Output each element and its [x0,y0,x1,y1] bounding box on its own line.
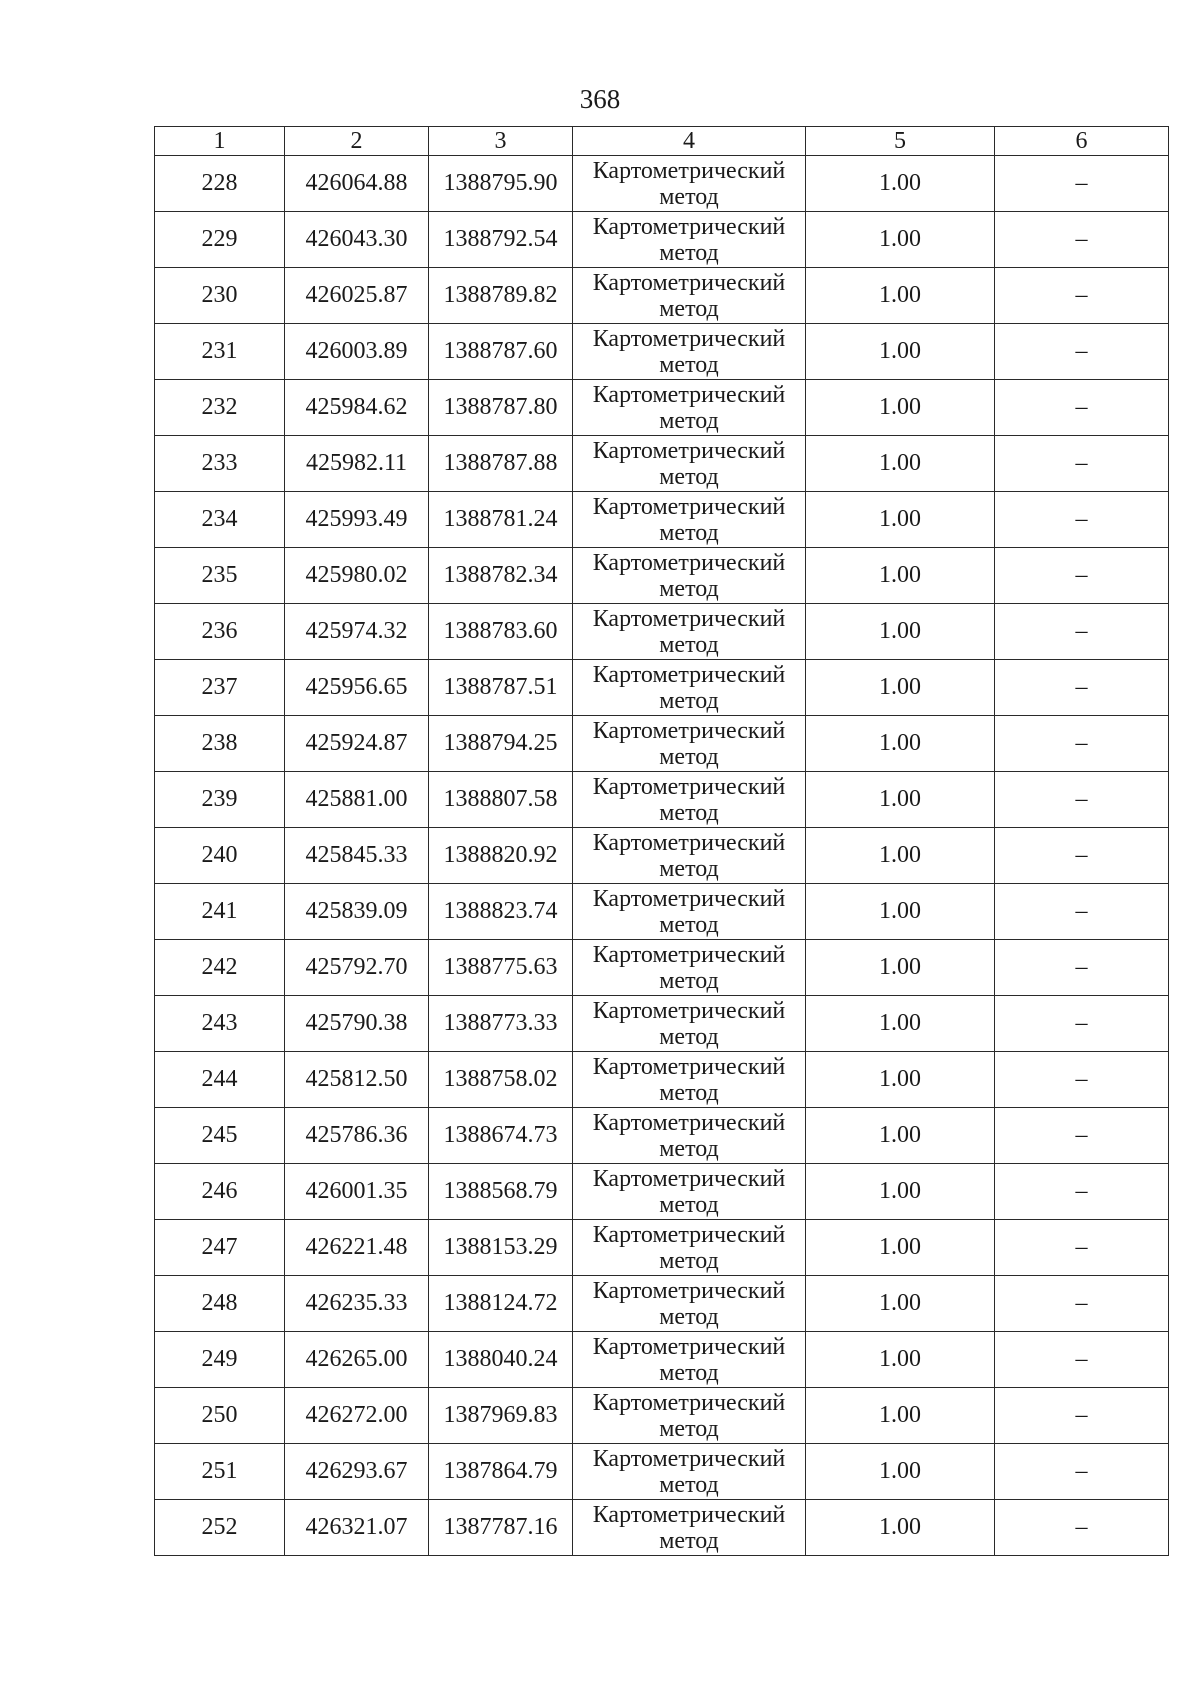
table-row [155,1332,1169,1388]
y-coordinate-cell: 1388773.33 [429,996,573,1052]
method-cell [573,380,806,436]
table-row [155,212,1169,268]
note-cell: – [995,1220,1169,1276]
method-line-1: Картометрический [592,941,786,968]
point-number-cell: 249 [155,1332,285,1388]
note-cell: – [995,1276,1169,1332]
x-coordinate-cell: 425812.50 [285,1052,429,1108]
method-cell [573,492,806,548]
point-number-cell: 241 [155,884,285,940]
point-number-cell: 230 [155,268,285,324]
x-coordinate-cell: 426235.33 [285,1276,429,1332]
note-cell: – [995,1444,1169,1500]
method-line-2: метод [659,631,719,658]
accuracy-cell: 1.00 [806,492,995,548]
method-cell [573,772,806,828]
method-cell [573,1052,806,1108]
y-coordinate-cell: 1387969.83 [429,1388,573,1444]
accuracy-cell: 1.00 [806,1332,995,1388]
method-line-1: Картометрический [592,1445,786,1472]
method-line-1: Картометрический [592,773,786,800]
accuracy-cell: 1.00 [806,156,995,212]
y-coordinate-cell: 1388787.80 [429,380,573,436]
note-cell: – [995,828,1169,884]
accuracy-cell: 1.00 [806,940,995,996]
point-number-cell: 228 [155,156,285,212]
x-coordinate-cell: 425845.33 [285,828,429,884]
y-coordinate-cell: 1388787.51 [429,660,573,716]
method-line-1: Картометрический [592,1109,786,1136]
accuracy-cell: 1.00 [806,996,995,1052]
x-coordinate-cell: 426321.07 [285,1500,429,1556]
method-cell [573,212,806,268]
y-coordinate-cell: 1387864.79 [429,1444,573,1500]
table-row [155,1108,1169,1164]
method-line-2: метод [659,1303,719,1330]
method-line-1: Картометрический [592,325,786,352]
method-line-2: метод [659,1023,719,1050]
method-line-2: метод [659,799,719,826]
y-coordinate-cell: 1388568.79 [429,1164,573,1220]
x-coordinate-cell: 425974.32 [285,604,429,660]
method-line-1: Картометрический [592,493,786,520]
method-line-2: метод [659,911,719,938]
point-number-cell: 231 [155,324,285,380]
note-cell: – [995,940,1169,996]
point-number-cell: 250 [155,1388,285,1444]
note-cell: – [995,1332,1169,1388]
point-number-cell: 235 [155,548,285,604]
column-header-4: 4 [573,127,806,156]
x-coordinate-cell: 426001.35 [285,1164,429,1220]
method-cell [573,1500,806,1556]
x-coordinate-cell: 426064.88 [285,156,429,212]
y-coordinate-cell: 1388674.73 [429,1108,573,1164]
method-line-1: Картометрический [592,1389,786,1416]
accuracy-cell: 1.00 [806,828,995,884]
method-line-1: Картометрический [592,1277,786,1304]
accuracy-cell: 1.00 [806,324,995,380]
point-number-cell: 244 [155,1052,285,1108]
point-number-cell: 251 [155,1444,285,1500]
table-row [155,828,1169,884]
table-row [155,380,1169,436]
method-line-2: метод [659,1527,719,1554]
y-coordinate-cell: 1387787.16 [429,1500,573,1556]
accuracy-cell: 1.00 [806,1444,995,1500]
column-header-3: 3 [429,127,573,156]
method-line-2: метод [659,183,719,210]
method-line-2: метод [659,519,719,546]
method-line-1: Картометрический [592,157,786,184]
y-coordinate-cell: 1388820.92 [429,828,573,884]
accuracy-cell: 1.00 [806,884,995,940]
note-cell: – [995,1108,1169,1164]
y-coordinate-cell: 1388787.60 [429,324,573,380]
note-cell: – [995,716,1169,772]
note-cell: – [995,1052,1169,1108]
accuracy-cell: 1.00 [806,604,995,660]
method-line-1: Картометрический [592,381,786,408]
y-coordinate-cell: 1388795.90 [429,156,573,212]
column-header-6: 6 [995,127,1169,156]
y-coordinate-cell: 1388783.60 [429,604,573,660]
table-row [155,1500,1169,1556]
accuracy-cell: 1.00 [806,1052,995,1108]
method-cell [573,1332,806,1388]
method-line-2: метод [659,1471,719,1498]
x-coordinate-cell: 425839.09 [285,884,429,940]
y-coordinate-cell: 1388153.29 [429,1220,573,1276]
accuracy-cell: 1.00 [806,1220,995,1276]
method-line-1: Картометрический [592,1053,786,1080]
point-number-cell: 236 [155,604,285,660]
table-row [155,1164,1169,1220]
table-row [155,1276,1169,1332]
x-coordinate-cell: 426003.89 [285,324,429,380]
coordinates-table [154,126,1169,1556]
note-cell: – [995,212,1169,268]
point-number-cell: 240 [155,828,285,884]
accuracy-cell: 1.00 [806,212,995,268]
x-coordinate-cell: 425982.11 [285,436,429,492]
table-body [155,156,1169,1556]
method-cell [573,884,806,940]
table-row [155,884,1169,940]
method-line-2: метод [659,463,719,490]
table-row [155,604,1169,660]
point-number-cell: 242 [155,940,285,996]
point-number-cell: 243 [155,996,285,1052]
column-header-1: 1 [155,127,285,156]
method-line-2: метод [659,1359,719,1386]
method-cell [573,436,806,492]
method-cell [573,996,806,1052]
y-coordinate-cell: 1388794.25 [429,716,573,772]
note-cell: – [995,324,1169,380]
method-cell [573,1108,806,1164]
method-cell [573,268,806,324]
y-coordinate-cell: 1388792.54 [429,212,573,268]
method-cell [573,716,806,772]
note-cell: – [995,1500,1169,1556]
y-coordinate-cell: 1388124.72 [429,1276,573,1332]
point-number-cell: 237 [155,660,285,716]
y-coordinate-cell: 1388775.63 [429,940,573,996]
table-row [155,716,1169,772]
method-line-2: метод [659,575,719,602]
method-line-2: метод [659,687,719,714]
method-line-1: Картометрический [592,1501,786,1528]
point-number-cell: 247 [155,1220,285,1276]
point-number-cell: 245 [155,1108,285,1164]
method-line-1: Картометрический [592,829,786,856]
accuracy-cell: 1.00 [806,380,995,436]
note-cell: – [995,884,1169,940]
method-line-2: метод [659,855,719,882]
accuracy-cell: 1.00 [806,1276,995,1332]
point-number-cell: 239 [155,772,285,828]
note-cell: – [995,492,1169,548]
note-cell: – [995,1164,1169,1220]
y-coordinate-cell: 1388789.82 [429,268,573,324]
method-line-2: метод [659,1247,719,1274]
method-line-1: Картометрический [592,437,786,464]
method-line-1: Картометрический [592,269,786,296]
x-coordinate-cell: 426221.48 [285,1220,429,1276]
method-cell [573,156,806,212]
method-line-1: Картометрический [592,605,786,632]
y-coordinate-cell: 1388787.88 [429,436,573,492]
accuracy-cell: 1.00 [806,1164,995,1220]
y-coordinate-cell: 1388758.02 [429,1052,573,1108]
note-cell: – [995,156,1169,212]
x-coordinate-cell: 425792.70 [285,940,429,996]
method-cell [573,940,806,996]
x-coordinate-cell: 426265.00 [285,1332,429,1388]
table-row [155,1388,1169,1444]
table-row [155,492,1169,548]
method-line-1: Картометрический [592,997,786,1024]
note-cell: – [995,772,1169,828]
method-line-1: Картометрический [592,1333,786,1360]
table-row [155,268,1169,324]
table-row [155,548,1169,604]
note-cell: – [995,604,1169,660]
x-coordinate-cell: 425790.38 [285,996,429,1052]
x-coordinate-cell: 425980.02 [285,548,429,604]
method-cell [573,604,806,660]
accuracy-cell: 1.00 [806,1500,995,1556]
method-cell [573,660,806,716]
method-line-2: метод [659,743,719,770]
accuracy-cell: 1.00 [806,436,995,492]
method-cell [573,1220,806,1276]
note-cell: – [995,268,1169,324]
point-number-cell: 246 [155,1164,285,1220]
x-coordinate-cell: 426025.87 [285,268,429,324]
table-row [155,156,1169,212]
x-coordinate-cell: 425993.49 [285,492,429,548]
method-line-1: Картометрический [592,1165,786,1192]
method-line-2: метод [659,1415,719,1442]
method-line-2: метод [659,295,719,322]
x-coordinate-cell: 425984.62 [285,380,429,436]
method-cell [573,1388,806,1444]
point-number-cell: 229 [155,212,285,268]
note-cell: – [995,660,1169,716]
table-row [155,1052,1169,1108]
table-row [155,996,1169,1052]
method-line-1: Картометрический [592,885,786,912]
column-header-5: 5 [806,127,995,156]
table-row [155,1220,1169,1276]
note-cell: – [995,380,1169,436]
method-line-1: Картометрический [592,1221,786,1248]
method-cell [573,324,806,380]
method-line-2: метод [659,407,719,434]
accuracy-cell: 1.00 [806,660,995,716]
accuracy-cell: 1.00 [806,1388,995,1444]
point-number-cell: 234 [155,492,285,548]
point-number-cell: 248 [155,1276,285,1332]
note-cell: – [995,436,1169,492]
method-cell [573,548,806,604]
method-cell [573,828,806,884]
note-cell: – [995,996,1169,1052]
accuracy-cell: 1.00 [806,772,995,828]
accuracy-cell: 1.00 [806,548,995,604]
x-coordinate-cell: 425786.36 [285,1108,429,1164]
accuracy-cell: 1.00 [806,268,995,324]
column-header-2: 2 [285,127,429,156]
method-line-1: Картометрический [592,717,786,744]
y-coordinate-cell: 1388782.34 [429,548,573,604]
accuracy-cell: 1.00 [806,716,995,772]
note-cell: – [995,548,1169,604]
point-number-cell: 232 [155,380,285,436]
table-header [155,127,1169,156]
method-line-2: метод [659,351,719,378]
table-row [155,324,1169,380]
accuracy-cell: 1.00 [806,1108,995,1164]
y-coordinate-cell: 1388807.58 [429,772,573,828]
table-row [155,436,1169,492]
table-row [155,660,1169,716]
table-row [155,1444,1169,1500]
method-line-1: Картометрический [592,661,786,688]
table-row [155,940,1169,996]
x-coordinate-cell: 425956.65 [285,660,429,716]
page-number: 368 [579,84,621,114]
point-number-cell: 233 [155,436,285,492]
note-cell: – [995,1388,1169,1444]
method-line-1: Картометрический [592,549,786,576]
method-line-2: метод [659,239,719,266]
method-line-2: метод [659,1191,719,1218]
x-coordinate-cell: 425881.00 [285,772,429,828]
method-line-2: метод [659,1135,719,1162]
method-line-2: метод [659,967,719,994]
y-coordinate-cell: 1388823.74 [429,884,573,940]
x-coordinate-cell: 426272.00 [285,1388,429,1444]
method-line-2: метод [659,1079,719,1106]
x-coordinate-cell: 425924.87 [285,716,429,772]
x-coordinate-cell: 426293.67 [285,1444,429,1500]
x-coordinate-cell: 426043.30 [285,212,429,268]
y-coordinate-cell: 1388040.24 [429,1332,573,1388]
header-row [155,127,1169,156]
method-line-1: Картометрический [592,213,786,240]
method-cell [573,1164,806,1220]
point-number-cell: 238 [155,716,285,772]
table-row [155,772,1169,828]
method-cell [573,1444,806,1500]
method-cell [573,1276,806,1332]
point-number-cell: 252 [155,1500,285,1556]
y-coordinate-cell: 1388781.24 [429,492,573,548]
